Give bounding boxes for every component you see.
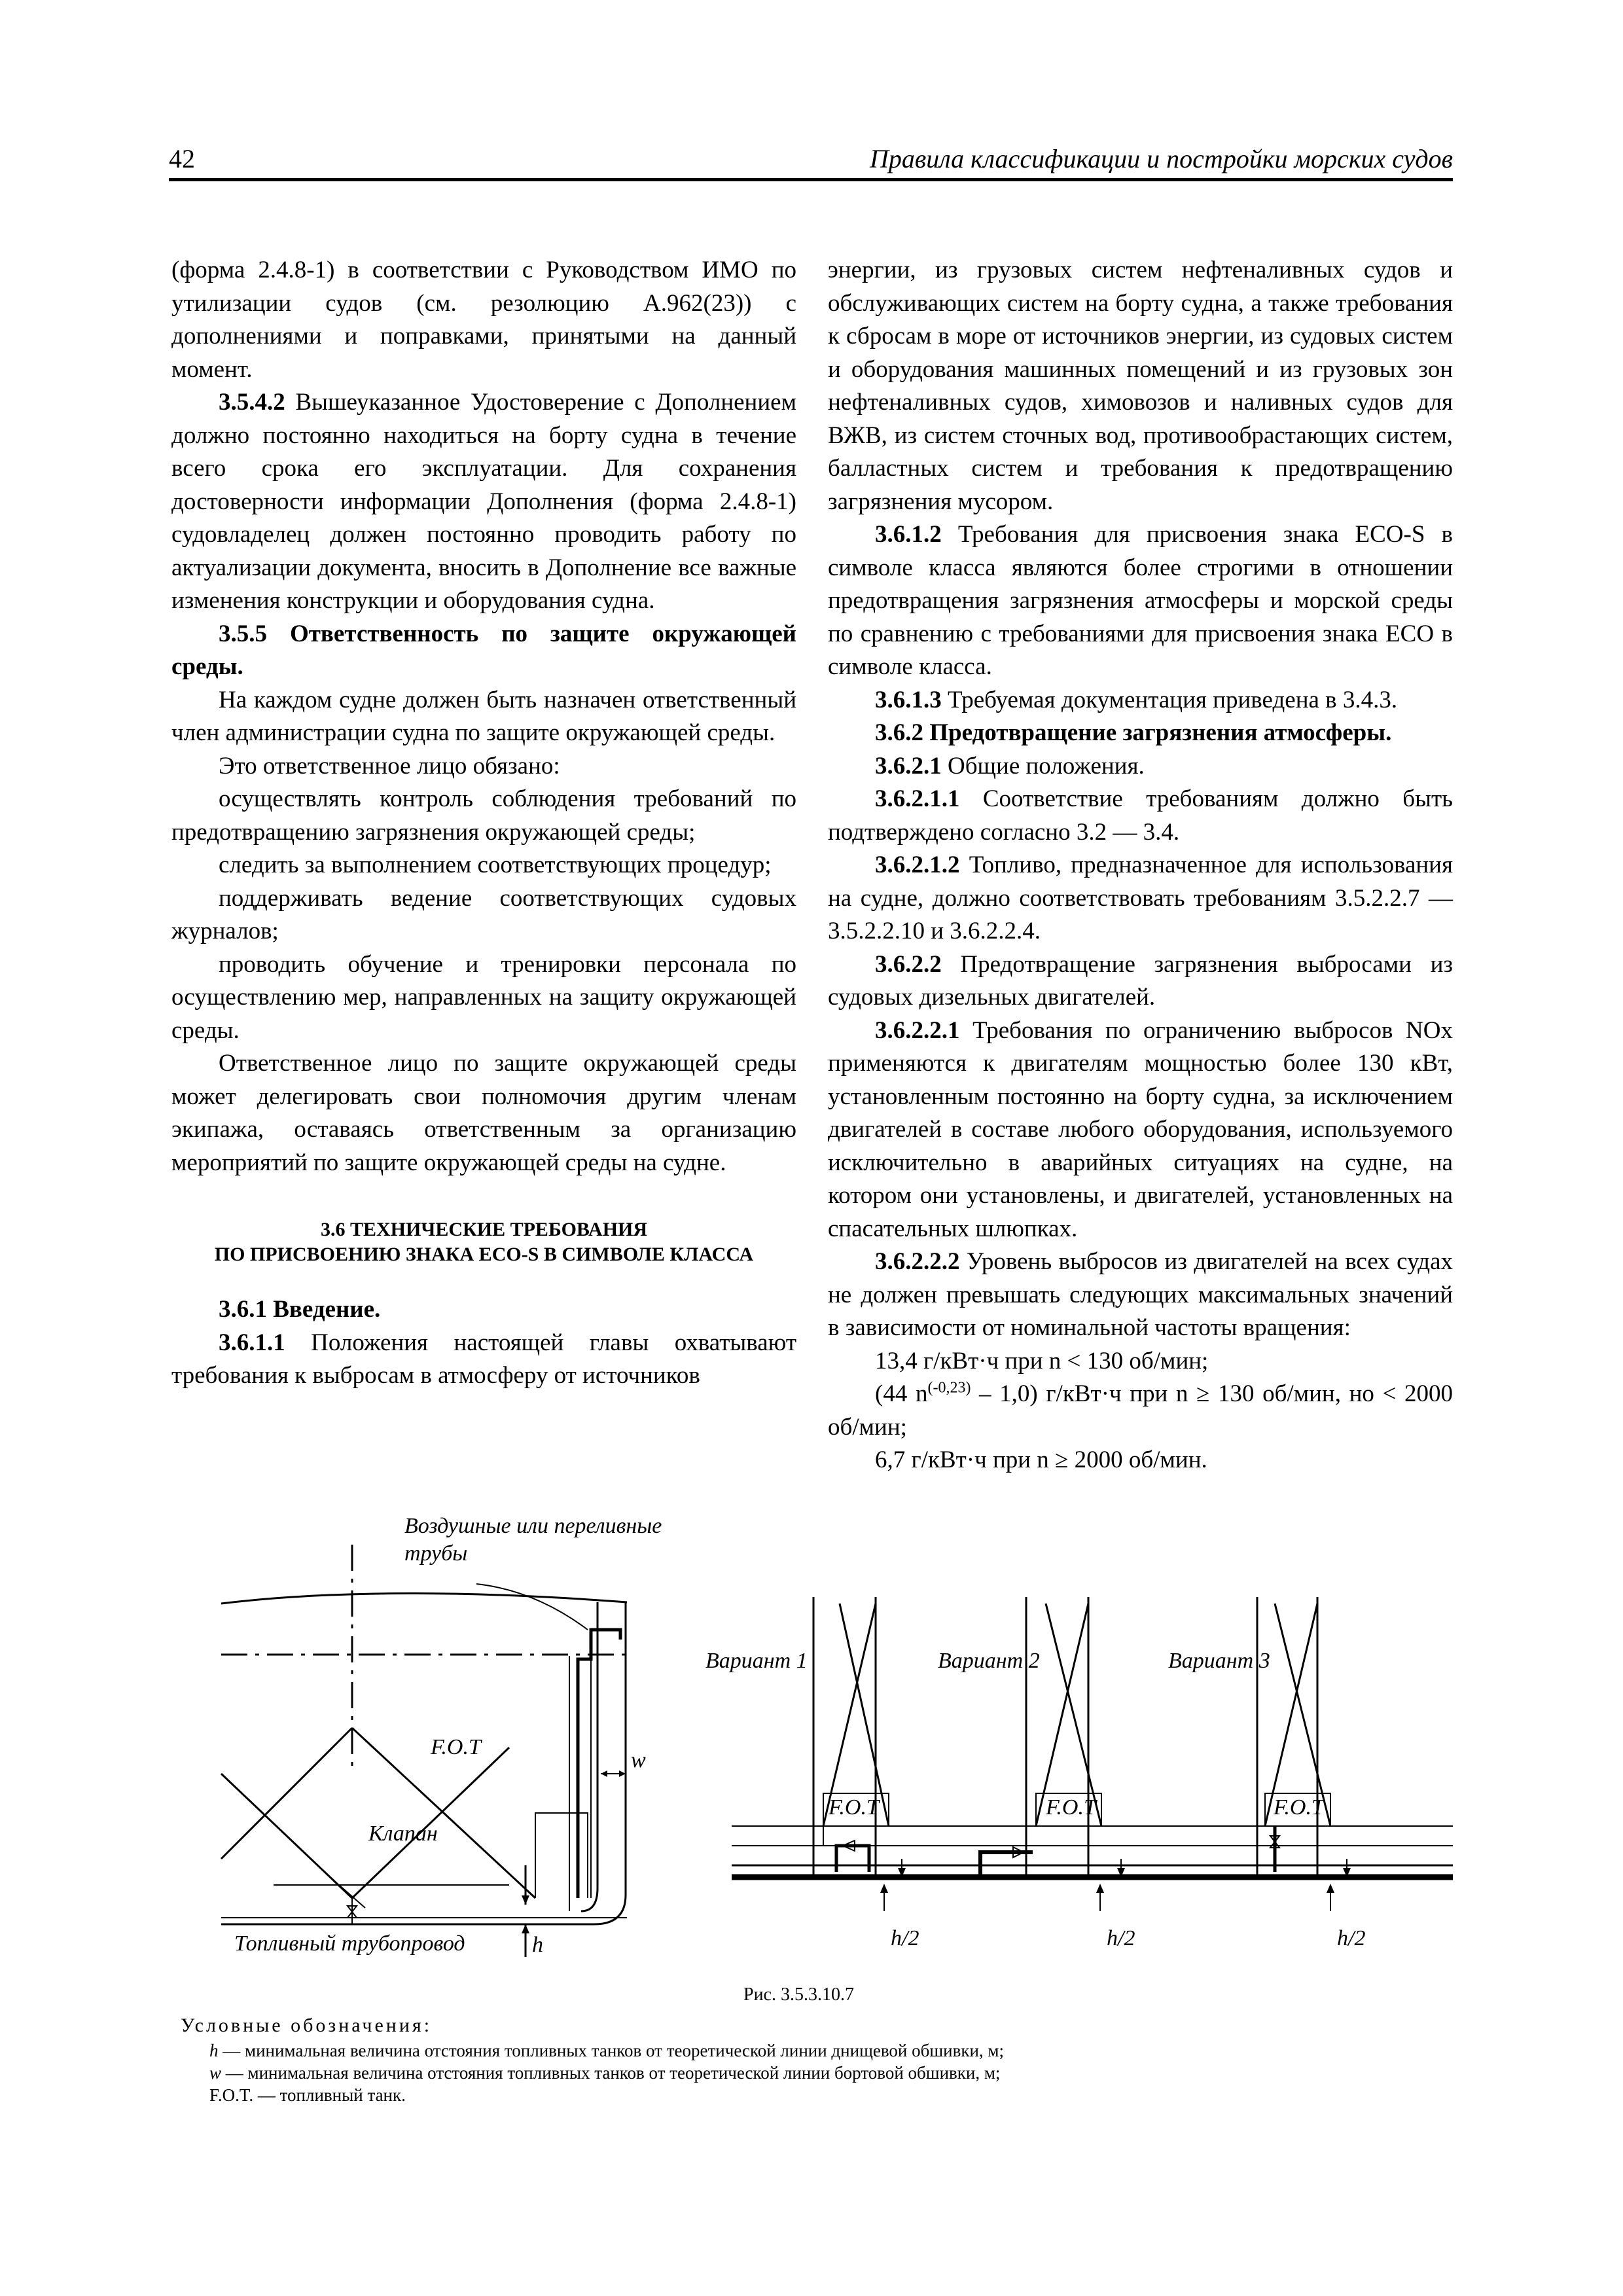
- paragraph: энергии, из грузовых систем нефтеналивных судов и обслуживающих систем на борту судна, а также требования к сбросам в море от источников энергии, из судовых систем и оборудования машинных помещений и из грузовых зон нефтеналивных судов, химовозов и наливных судов для ВЖВ, из систем сточных вод, противообрастающих систем, балластных систем и требования к предотвращению загрязнения мусором.: [828, 257, 1453, 515]
- formula: 6,7 г/кВт·ч при n ≥ 2000 об/мин.: [875, 1446, 1207, 1473]
- paragraph: 3.6.1.1 Положения настоящей главы охватывают требования к выбросам в атмосферу от источников: [171, 1329, 796, 1389]
- paragraph: 3.6.2.1.2 Топливо, предназначенное для использования на судне, должно соответствовать требованиям 3.5.2.2.7 — 3.5.2.2.10 и 3.6.2.2.4.: [828, 852, 1453, 944]
- chapter-title: 3.6 ТЕХНИЧЕСКИЕ ТРЕБОВАНИЯ ПО ПРИСВОЕНИЮ ЗНАКА ECO-S В СИМВОЛЕ КЛАССА: [214, 1219, 754, 1265]
- paragraph: 3.6.2.2.1 Требования по ограничению выбросов NOx применяются к двигателям мощностью более 130 кВт, установленным постоянно на борту судна, за исключением двигателей в составе любого оборудования, используемого исключительно в аварийных ситуациях на судне, на котором они установлены, и двигателей, установленных на спасательных шлюпках.: [828, 1016, 1453, 1242]
- page-header: [169, 144, 1453, 181]
- fot-label-v2: F.O.T: [1046, 1795, 1096, 1820]
- figure-legend: [181, 2015, 1359, 2106]
- right-column: [828, 254, 1453, 1477]
- paragraph: На каждом судне должен быть назначен ответственный член администрации судна по защите окружающей среды.: [171, 686, 796, 746]
- fot-label-v1: F.O.T: [829, 1795, 879, 1820]
- section-heading: 3.5.5 Ответственность по защите окружающей среды.: [171, 620, 796, 680]
- legend-item: w — минимальная величина отстояния топливных танков от теоретической линии бортовой обшивки, м;: [209, 2063, 1001, 2083]
- pipeline-label: Топливный трубопровод: [234, 1931, 465, 1956]
- running-title: Правила классификации и постройки морских судов: [869, 144, 1453, 173]
- list-item: следить за выполнением соответствующих процедур;: [219, 852, 772, 878]
- paragraph: 3.5.4.2 Вышеуказанное Удостоверение с Дополнением должно постоянно находиться на борту судна в течение всего срока его эксплуатации. Для сохранения достоверности информации Дополнения (форма 2.4.8-1) судовладелец должен постоянно проводить работу по актуализации документа, вносить в Дополнение все важные изменения конструкции и оборудования судна.: [171, 389, 796, 614]
- legend-title: Условные обозначения:: [181, 2015, 433, 2036]
- paragraph: (форма 2.4.8-1) в соответствии с Руководством ИМО по утилизации судов (см. резолюцию A.962(23)) с дополнениями и поправками, принятыми на данный момент.: [171, 257, 796, 383]
- list-item: осуществлять контроль соблюдения требований по предотвращению загрязнения окружающей среды;: [171, 785, 796, 846]
- left-column: [171, 254, 796, 1393]
- h-label: h: [532, 1933, 543, 1957]
- fuel-tank-figure: [169, 1505, 1453, 1977]
- legend-item: h — минимальная величина отстояния топливных танков от теоретической линии днищевой обшивки, м;: [209, 2041, 1004, 2060]
- paragraph: 3.6.2.1 Общие положения.: [875, 752, 1145, 780]
- variant-3-label: Вариант 3: [1168, 1649, 1270, 1673]
- air-pipe-label-2: трубы: [404, 1541, 468, 1566]
- paragraph: 3.6.2.1.1 Соответствие требованиям должно быть подтверждено согласно 3.2 — 3.4.: [828, 785, 1453, 846]
- air-pipe-label: Воздушные или переливные: [404, 1514, 662, 1538]
- fot-label: F.O.T: [431, 1735, 481, 1759]
- formula: 13,4 г/кВт·ч при n < 130 об/мин;: [875, 1347, 1209, 1374]
- variant-1-label: Вариант 1: [705, 1649, 808, 1673]
- paragraph: 3.6.1.2 Требования для присвоения знака ECO-S в символе класса являются более строгими в отношении предотвращения загрязнения атмосферы и морской среды по сравнению с требованиями для присвоения знака ECO в символе класса.: [828, 521, 1453, 680]
- section-heading: 3.6.1 Введение.: [219, 1296, 381, 1323]
- formula: (44 $n^{(-0,23)} - 1,0$) г/кВт·ч при n ≥ 130 об/мин, но < 2000 об/мин;: [828, 1379, 1453, 1441]
- list-item: поддерживать ведение соответствующих судовых журналов;: [171, 884, 796, 944]
- valve-label: Клапан: [368, 1821, 438, 1846]
- page-number: 42: [169, 144, 195, 173]
- figure-caption: Рис. 3.5.3.10.7: [743, 1984, 854, 2005]
- paragraph: 3.6.1.3 Требуемая документация приведена в 3.4.3.: [875, 686, 1398, 713]
- w-label: w: [631, 1748, 646, 1772]
- list-item: проводить обучение и тренировки персонала по осуществлению мер, направленных на защиту окружающей среды.: [171, 950, 796, 1044]
- h2-label-v2: h/2: [1107, 1926, 1135, 1950]
- variant-2-label: Вариант 2: [938, 1649, 1040, 1673]
- fuel-tank-diagram: [169, 1505, 1453, 1977]
- paragraph: Ответственное лицо по защите окружающей среды может делегировать свои полномочия другим членам экипажа, оставаясь ответственным за организацию мероприятий по защите окружающей среды на судне.: [171, 1050, 796, 1176]
- paragraph: 3.6.2.2.2 Уровень выбросов из двигателей на всех судах не должен превышать следующих максимальных значений в зависимости от номинальной частоты вращения:: [828, 1248, 1453, 1341]
- legend-item: F.O.T. — топливный танк.: [209, 2085, 406, 2105]
- paragraph: 3.6.2.2 Предотвращение загрязнения выбросами из судовых дизельных двигателей.: [828, 950, 1453, 1011]
- h2-label-v3: h/2: [1337, 1926, 1366, 1950]
- paragraph: Это ответственное лицо обязано:: [219, 752, 560, 780]
- fot-label-v3: F.O.T: [1274, 1795, 1324, 1820]
- h2-label-v1: h/2: [891, 1926, 919, 1950]
- section-heading: 3.6.2 Предотвращение загрязнения атмосферы.: [875, 719, 1392, 746]
